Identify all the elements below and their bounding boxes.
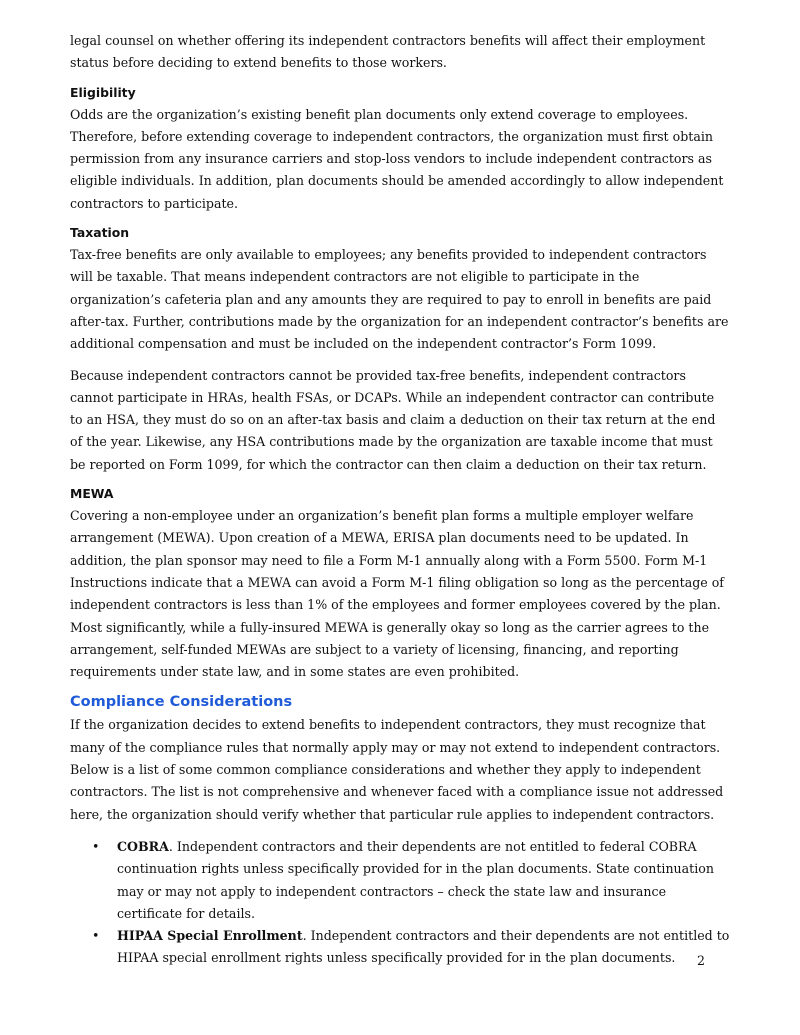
- list-item-term: COBRA: [117, 838, 169, 854]
- document-page: [70, 30, 730, 970]
- eligibility-paragraph: Odds are the organization’s existing benefit plan documents only extend coverage to employees. Therefore, before extending coverage to independent contractors, the organization must first obtain permission from any insurance carriers and stop-loss vendors to include independent contractors as eligible individuals. In addition, plan documents should be amended accordingly to allow independent contractors to participate.: [70, 106, 724, 211]
- page-number: 2: [697, 953, 706, 968]
- list-item-text: . Independent contractors and their dependents are not entitled to HIPAA special enrollment rights unless specifically provided for in the plan documents.: [117, 928, 730, 966]
- taxation-paragraph-2: Because independent contractors cannot be provided tax-free benefits, independent contractors cannot participate in HRAs, health FSAs, or DCAPs. While an independent contractor can contribute to an HSA, they must do so on an after-tax basis and claim a deduction on their tax return at the end of the year. Likewise, any HSA contributions made by the organization are taxable income that must be reported on Form 1099, for which the contractor can then claim a deduction on their tax return.: [70, 367, 716, 472]
- mewa-paragraph: Covering a non-employee under an organization’s benefit plan forms a multiple employer welfare arrangement (MEWA). Upon creation of a MEWA, ERISA plan documents need to be updated. In addition, the plan sponsor may need to file a Form M-1 annually along with a Form 5500. Form M-1 Instructions indicate that a MEWA can avoid a Form M-1 filing obligation so long as the percentage of independent contractors is less than 1% of the employees and former employees covered by the plan. Most significantly, while a fully-insured MEWA is generally okay so long as the carrier agrees to the arrangement, self-funded MEWAs are subject to a variety of licensing, financing, and reporting requirements under state law, and in some states are even prohibited.: [70, 508, 724, 680]
- bullet-icon: •: [92, 838, 100, 854]
- compliance-list: [70, 836, 730, 970]
- bullet-icon: •: [92, 928, 100, 944]
- taxation-paragraph-1: Tax-free benefits are only available to employees; any benefits provided to independent contractors will be taxable. That means independent contractors are not eligible to participate in the organization’s cafeteria plan and any amounts they are required to pay to enroll in benefits are paid after-tax. Further, contributions made by the organization for an independent contractor’s benefits are additional compensation and must be included on the independent contractor’s Form 1099.: [70, 247, 729, 352]
- list-item-term: HIPAA Special Enrollment: [117, 928, 303, 944]
- compliance-paragraph: If the organization decides to extend benefits to independent contractors, they must recognize that many of the compliance rules that normally apply may or may not extend to independent contractors. Below is a list of some common compliance considerations and whether they apply to independent contractors. The list is not comprehensive and whenever faced with a compliance issue not addressed here, the organization should verify whether that particular rule applies to independent contractors.: [70, 717, 724, 822]
- list-item-cobra: [70, 836, 730, 925]
- list-item-hipaa: [70, 925, 730, 970]
- mewa-heading: MEWA: [70, 486, 114, 502]
- list-item-text: . Independent contractors and their dependents are not entitled to federal COBRA continuation rights unless specifically provided for in the plan documents. State continuation may or may not apply to independent contractors – check the state law and insurance certificate for details.: [117, 838, 714, 921]
- eligibility-heading: Eligibility: [70, 84, 136, 100]
- taxation-heading: Taxation: [70, 225, 130, 241]
- intro-paragraph: legal counsel on whether offering its independent contractors benefits will affect their employment status before deciding to extend benefits to those workers.: [70, 33, 706, 71]
- compliance-heading: Compliance Considerations: [70, 694, 293, 711]
